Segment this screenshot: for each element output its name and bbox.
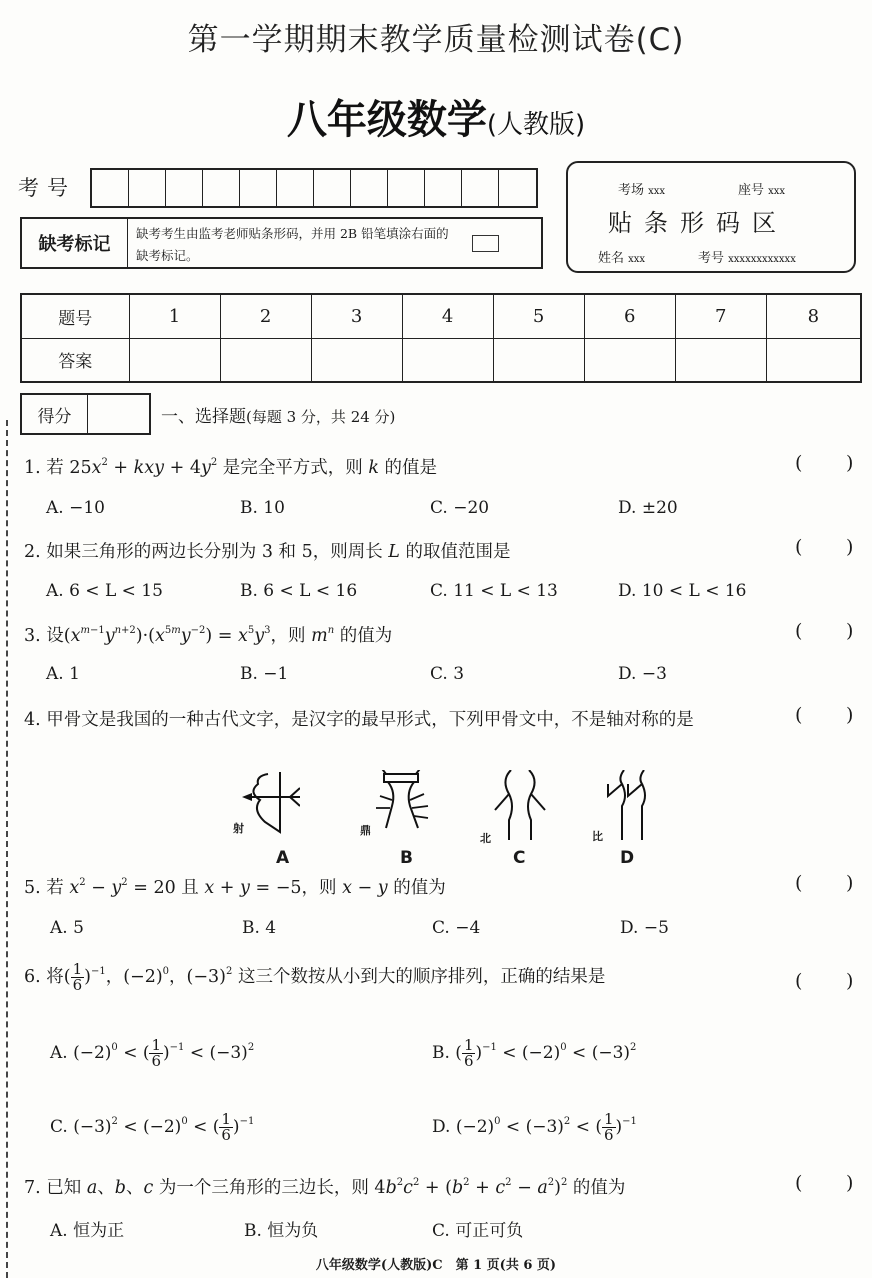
score-value-cell[interactable] [88,395,149,433]
question-2-option-b[interactable]: B. 6 < L < 16 [240,581,358,601]
answer-table [20,293,862,383]
figure-b-caption: 鼎 [360,824,371,837]
question-7-option-b[interactable]: B. 恒为负 [244,1221,319,1241]
question-1-stem: 1. 若 $25x^2$ + kxy + $4y^2$ 是完全平方式，则 k 的值是 [24,457,438,478]
question-5-stem: 5. 若 $x^2 - y^2 = 20$ 且 x + y = −5，则 x − y 的值为 [24,877,446,898]
question-number-cell: 4 [402,294,493,338]
name-field [598,247,645,266]
exam-room-label: 考场 [618,183,645,198]
exam-id-digit-box[interactable] [240,170,277,206]
question-6-stem: 6. 将( $\frac{1}{6}$ )$^{-1}$，$(-2)^0$，$(-3)^2$ 这三个数按从小到大的顺序排列，正确的结果是 [24,960,606,994]
question-5-option-b[interactable]: B. 4 [242,918,277,938]
answer-paren-left: ( [795,704,803,726]
exam-id-digit-box[interactable] [462,170,499,206]
figure-a-letter: A [276,848,290,868]
score-box [20,393,151,435]
subject-name: 八年级数学 [286,97,487,143]
page-footer: 八年级数学(人教版)C 第 1 页(共 6 页) [315,1258,557,1273]
figure-a-caption: 射 [233,822,244,835]
exam-no-label: 考号 [698,251,725,266]
figure-b[interactable] [370,770,440,840]
barcode-zone [566,161,856,273]
answer-cell[interactable] [584,338,675,382]
figure-d-caption: 比 [592,830,603,843]
question-2-option-c[interactable]: C. 11 < L < 13 [430,581,558,601]
side-by-side-glyph-icon [600,770,660,842]
seat-field [738,179,785,198]
question-5-option-c[interactable]: C. −4 [432,918,481,938]
question-number-cell: 2 [220,294,311,338]
question-number-header: 题号 [21,294,129,338]
exam-id-digit-box[interactable] [388,170,425,206]
back-to-back-glyph-icon [485,770,555,842]
question-6-option-b[interactable]: B. ( $\frac{1}{6}$ )$^{-1} < (-2)^0 < (-3)^2$ [432,1036,637,1070]
name-value: xxx [628,254,646,265]
score-label: 得分 [22,395,88,433]
question-1-option-c[interactable]: C. −20 [430,498,490,518]
figure-d[interactable] [600,770,660,842]
exam-id-digit-box[interactable] [129,170,166,206]
question-1-option-b[interactable]: B. 10 [240,498,285,518]
figure-c[interactable] [485,770,555,842]
question-number-cell: 7 [675,294,766,338]
oracle-bone-figures [230,770,670,870]
figure-d-letter: D [620,848,635,868]
answer-paren-left: ( [795,620,803,642]
barcode-zone-title: 贴条形码区 [608,209,788,237]
absent-mark-label: 缺考标记 [22,219,128,267]
question-number: 1. [24,458,41,478]
answer-paren-right: ) [846,452,854,474]
name-label: 姓名 [598,251,625,266]
exam-id-digit-box[interactable] [277,170,314,206]
question-number: 4. [24,710,41,730]
answer-cell[interactable] [129,338,220,382]
subject-title [0,88,872,145]
answer-paren-right: ) [846,872,854,894]
question-number-cell: 6 [584,294,675,338]
question-number-cell: 8 [766,294,861,338]
question-7-option-a[interactable]: A. 恒为正 [50,1221,125,1241]
answer-paren-right: ) [846,620,854,642]
exam-id-digit-box[interactable] [166,170,203,206]
question-2-option-a[interactable]: A. 6 < L < 15 [46,581,163,601]
answer-row [21,338,861,382]
question-number: 7. [24,1178,41,1198]
figure-b-letter: B [400,848,413,868]
absent-mark-checkbox[interactable] [472,235,499,252]
question-6-option-c[interactable]: C. $(-3)^2 < (-2)^0$ < ( $\frac{1}{6}$ )$^{-1}$ [50,1110,255,1144]
question-number: 3. [24,626,41,646]
exam-id-label: 考号 [18,176,76,200]
answer-paren-left: ( [795,536,803,558]
question-4-stem [24,706,694,731]
question-3-option-d[interactable]: D. −3 [618,664,667,684]
exam-id-digit-box[interactable] [425,170,462,206]
section-title [161,402,395,427]
question-number-row [21,294,861,338]
answer-paren-left: ( [795,970,803,992]
edition-label: (人教版) [486,110,586,140]
answer-cell[interactable] [220,338,311,382]
answer-cell[interactable] [766,338,861,382]
answer-cell[interactable] [675,338,766,382]
question-number: 5. [24,878,41,898]
seat-label: 座号 [738,183,765,198]
question-4-text: 甲骨文是我国的一种古代文字，是汉字的最早形式，下列甲骨文中，不是轴对称的是 [46,710,694,730]
question-2-option-d[interactable]: D. 10 < L < 16 [618,581,747,601]
question-1-option-d[interactable]: D. ±20 [618,498,678,518]
question-2-stem: 2. 如果三角形的两边长分别为 3 和 5，则周长 L 的取值范围是 [24,542,511,562]
answer-paren-right: ) [846,970,854,992]
exam-id-digit-box[interactable] [92,170,129,206]
question-number-cell: 1 [129,294,220,338]
tripod-glyph-icon [370,770,440,840]
question-3-stem: 3. 设$(x^{m-1}y^{n+2})\cdot(x^{5m}y^{-2}) = x^5y^3$，则 $m^n$ 的值为 [24,625,393,646]
exam-no-value: xxxxxxxxxxxx [728,254,796,265]
binding-dashed-line [6,420,8,1278]
seat-value: xxx [768,186,786,197]
exam-id-digit-box[interactable] [351,170,388,206]
answer-cell[interactable] [493,338,584,382]
answer-paren-left: ( [795,872,803,894]
exam-no-field [698,247,796,266]
question-number-cell: 3 [311,294,402,338]
answer-paren-right: ) [846,1172,854,1194]
exam-id-boxes [90,168,538,208]
section-heading: 一、选择题 [161,407,246,427]
question-5-option-d[interactable]: D. −5 [620,918,669,938]
question-3-option-b[interactable]: B. −1 [240,664,289,684]
answer-paren-right: ) [846,704,854,726]
question-6-option-d[interactable]: D. $(-2)^0 < (-3)^2$ < ( $\frac{1}{6}$ )$^{-1}$ [432,1110,637,1144]
question-1-option-a[interactable]: A. −10 [46,498,105,518]
question-5-option-a[interactable]: A. 5 [50,918,84,938]
answer-cell[interactable] [402,338,493,382]
question-7-option-c[interactable]: C. 可正可负 [432,1221,524,1241]
exam-id-digit-box[interactable] [499,170,536,206]
figure-c-caption: 北 [480,832,491,845]
answer-header: 答案 [21,338,129,382]
answer-cell[interactable] [311,338,402,382]
exam-id-digit-box[interactable] [314,170,351,206]
answer-paren-right: ) [846,536,854,558]
question-number-cell: 5 [493,294,584,338]
question-number: 2. [24,542,41,562]
exam-id-digit-box[interactable] [203,170,240,206]
absent-instruction: 缺考考生由监考老师贴条形码，并用 2B 铅笔填涂右面的缺考标记。 [136,226,449,263]
question-7-stem: 7. 已知 a、b、c 为一个三角形的三边长，则 $4b^2c^2 + (b^2 + c^2 - a^2)^2$ 的值为 [24,1177,626,1198]
exam-room-field [618,179,665,198]
question-3-option-c[interactable]: C. 3 [430,664,465,684]
answer-paren-left: ( [795,1172,803,1194]
question-3-option-a[interactable]: A. 1 [46,664,80,684]
absent-mark-section [20,217,543,269]
question-6-option-a[interactable]: A. $(-2)^0$ < ( $\frac{1}{6}$ )$^{-1} < (-3)^2$ [50,1036,255,1070]
answer-paren-left: ( [795,452,803,474]
section-scoring-note: (每题 3 分，共 24 分) [246,408,396,426]
exam-room-value: xxx [648,186,666,197]
exam-title: 第一学期期末教学质量检测试卷(C) [187,22,685,58]
figure-c-letter: C [513,848,526,868]
question-number: 6. [24,967,41,987]
